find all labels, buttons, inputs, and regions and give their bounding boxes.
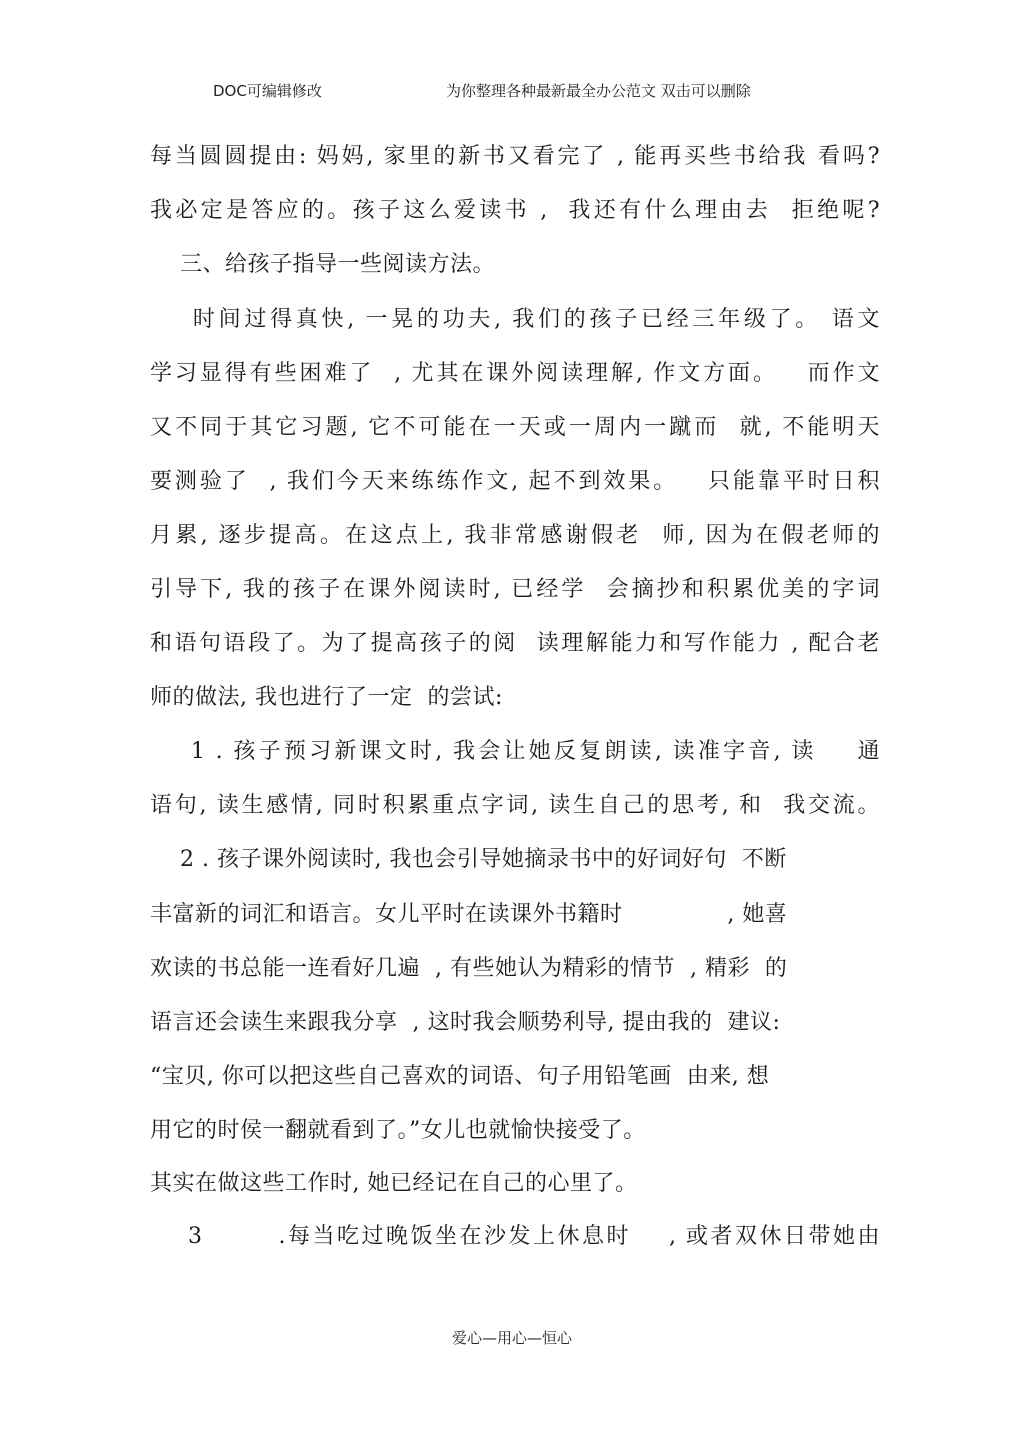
text-line: “宝贝, 你可以把这些自己喜欢的词语、句子用铅笔画 由来, 想	[150, 1064, 770, 1089]
text-line: 和语句语段了。为了提高孩子的阅 读理解能力和写作能力 , 配合老	[150, 631, 880, 656]
text-line: 丰富新的词汇和语言。女儿平时在读课外书籍时 , 她喜	[150, 902, 788, 927]
text-line: 3 .每当吃过晚饭坐在沙发上休息时 , 或者双休日带她由	[150, 1224, 880, 1249]
text-line: 月累, 逐步提高。在这点上, 我非常感谢假老 师, 因为在假老师的	[150, 523, 880, 548]
text-line: 其实在做这些工作时, 她已经记在自己的心里了。	[150, 1171, 638, 1196]
text-line: 2 . 孩子课外阅读时, 我也会引导她摘录书中的好词好句 不断	[150, 847, 787, 872]
header-right-text: 为你整理各种最新最全办公范文 双击可以删除	[446, 82, 751, 100]
text-line: 又不同于其它习题, 它不可能在一天或一周内一蹴而 就, 不能明天	[150, 415, 880, 440]
text-line: 语言还会读生来跟我分享 , 这时我会顺势利导, 提由我的 建议:	[150, 1010, 781, 1035]
text-line: 学习显得有些困难了 , 尤其在课外阅读理解, 作文方面。 而作文	[150, 361, 880, 386]
text-line: 要测验了 , 我们今天来练练作文, 起不到效果。 只能靠平时日积	[150, 469, 880, 494]
page-footer: 爱心—用心—恒心	[451, 1329, 572, 1347]
page-header	[0, 80, 1024, 104]
text-line: 语句, 读生感情, 同时积累重点字词, 读生自己的思考, 和 我交流。	[150, 793, 880, 818]
text-line: 时间过得真快, 一晃的功夫, 我们的孩子已经三年级了。 语文	[150, 307, 880, 332]
text-line: 用它的时侯一翻就看到了。”女儿也就愉快接受了。	[150, 1118, 646, 1143]
text-line: 师的做法, 我也进行了一定 的尝试:	[150, 685, 503, 710]
text-line: 三、给孩子指导一些阅读方法。	[150, 252, 495, 277]
text-line: 引导下, 我的孩子在课外阅读时, 已经学 会摘抄和积累优美的字词	[150, 577, 880, 602]
header-left-text: DOC可编辑修改	[213, 82, 322, 100]
text-line: 1 . 孩子预习新课文时, 我会让她反复朗读, 读准字音, 读 通	[150, 739, 880, 764]
text-line: 欢读的书总能一连看好几遍 , 有些她认为精彩的情节 , 精彩 的	[150, 956, 788, 981]
text-line: 每当圆圆提由: 妈妈, 家里的新书又看完了 , 能再买些书给我 看吗?	[150, 144, 880, 169]
text-line: 我必定是答应的。孩子这么爱读书 , 我还有什么理由去 拒绝呢?	[150, 198, 880, 223]
